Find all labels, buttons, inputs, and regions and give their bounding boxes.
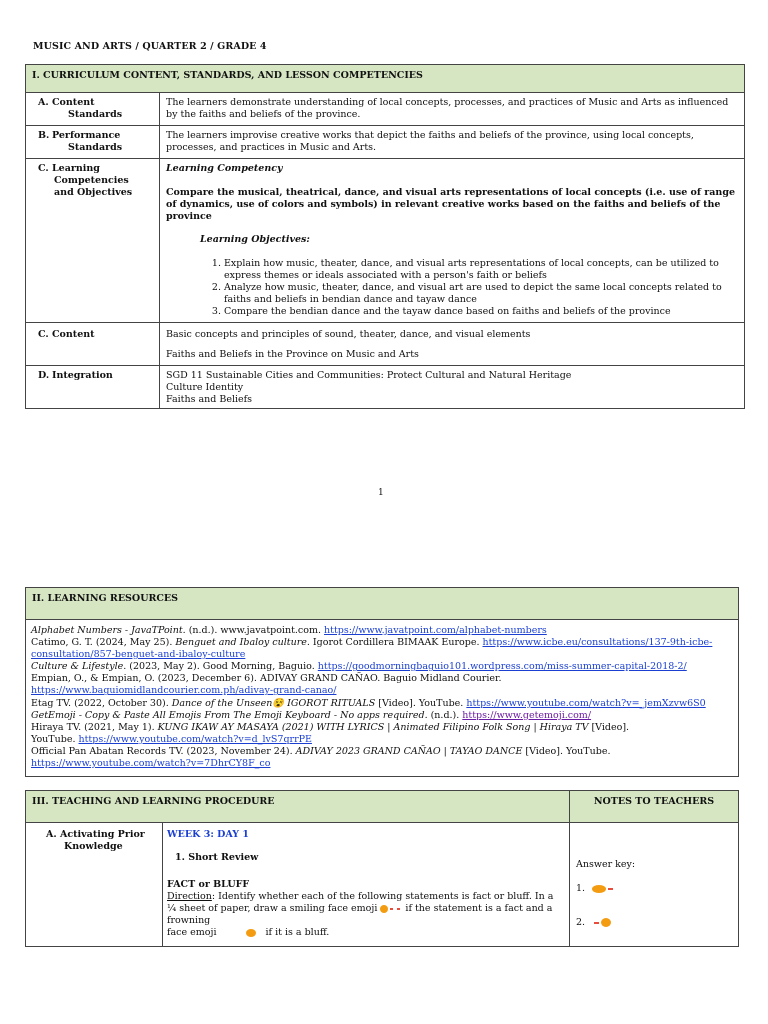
resource-entry: Official Pan Abatan Records TV. (2023, November 24). ADIVAY 2023 GRAND CAÑAO | TAYAO DANCE [Video]. YouTube. https://www.youtube.com/watch?v=7DhrCY8F_co	[31, 745, 611, 770]
procedure-table	[25, 790, 739, 947]
smiling-face-emoji-icon	[588, 883, 615, 894]
answer-item: 1.	[576, 883, 732, 895]
integration-text	[160, 366, 745, 409]
resource-entry: Hiraya TV. (2021, May 1). KUNG IKAW AY MASAYA (2021) WITH LYRICS | Animated Filipino Folk Song | Hiraya TV [Video]. YouTube. https://www.youtube.com/watch?v=d_lvS7qrrPE	[31, 721, 630, 745]
integration-line: Faiths and Beliefs	[166, 394, 253, 405]
performance-standards-text: The learners improvise creative works that depict the faiths and beliefs of the province, using local concepts, processes, and practices in Music and Arts.	[160, 126, 745, 159]
objective-item: 2. Analyze how music, theater, dance, and visual art are used to depict the same local concepts related to faiths and beliefs in bendian dance and tayaw dance	[224, 282, 738, 306]
resource-entry: Etag TV. (2022, October 30). Dance of the Unseen😵 IGOROT RITUALS [Video]. YouTube. https://www.youtube.com/watch?v=_jemXzvw6S0	[31, 697, 706, 709]
page-number: 1	[378, 488, 384, 498]
short-review-step: 1. Short Review	[175, 852, 259, 863]
resource-entry: Culture & Lifestyle. (2023, May 2). Good Morning, Baguio. https://goodmorningbaguio101.wordpress.com/miss-summer-capital-2018-2/	[31, 661, 687, 673]
integration-label: D. Integration	[26, 366, 160, 409]
content-text	[160, 323, 745, 366]
resource-entry: Catimo, G. T. (2024, May 25). Benguet and Ibaloy culture. Igorot Cordillera BIMAAK Europe. https://www.icbe.eu/consultations/137-9th-icbe-consultation/857-benguet-and-ibaloy-culture	[31, 637, 713, 661]
resource-link[interactable]: https://www.youtube.com/watch?v=7DhrCY8F_co	[31, 758, 271, 770]
procedure-header: III. TEACHING AND LEARNING PROCEDURE	[26, 791, 570, 823]
resources-header: II. LEARNING RESOURCES	[26, 588, 739, 620]
answer-item: 2.	[576, 917, 732, 929]
resource-link[interactable]: https://www.baguiomidlandcourier.com.ph/adivay-grand-canao/	[31, 685, 337, 697]
answer-key-label: Answer key:	[576, 859, 636, 870]
curriculum-header: I. CURRICULUM CONTENT, STANDARDS, AND LESSON COMPETENCIES	[26, 65, 745, 93]
frowning-face-emoji-icon	[588, 917, 611, 928]
objective-item: 3. Compare the bendian dance and the tayaw dance based on faiths and beliefs of the province	[224, 306, 738, 318]
competencies-text	[160, 159, 745, 323]
activating-prior-knowledge-label: A. Activating Prior Knowledge	[26, 823, 163, 947]
integration-line: Culture Identity	[166, 382, 244, 393]
objectives-heading: Learning Objectives:	[200, 234, 310, 245]
curriculum-table	[25, 64, 745, 409]
resource-link[interactable]: https://www.icbe.eu/consultations/137-9th-icbe-consultation/857-benguet-and-ibaloy-culture	[31, 637, 713, 661]
content-label: C. Content	[26, 323, 160, 366]
resource-link[interactable]: https://www.youtube.com/watch?v=d_lvS7qrrPE	[78, 733, 312, 745]
resource-link[interactable]: https://www.youtube.com/watch?v=_jemXzvw6S0	[466, 697, 706, 709]
resources-list	[26, 620, 739, 777]
frowning-face-emoji-icon	[246, 927, 256, 939]
content-line: Faiths and Beliefs in the Province on Music and Arts	[166, 349, 419, 360]
resource-entry: Alphabet Numbers - JavaTPoint. (n.d.). www.javatpoint.com. https://www.javatpoint.com/alphabet-numbers	[31, 625, 547, 636]
objective-item: 1. Explain how music, theater, dance, and visual arts representations of local concepts, can be utilized to express themes or ideals associated with a person's faith or beliefs	[224, 258, 738, 282]
resources-table	[25, 587, 739, 777]
integration-line: SGD 11 Sustainable Cities and Communities: Protect Cultural and Natural Heritage	[166, 370, 572, 381]
direction-text: Direction: Identify whether each of the following statements is fact or bluff. In a ¼ sheet of paper, draw a smiling face emoji if the statement is a fact and a frowning face emoji if it is a bluff.	[167, 891, 554, 938]
performance-standards-row	[26, 126, 745, 159]
resource-link[interactable]: https://www.javatpoint.com/alphabet-numbers	[324, 625, 547, 636]
performance-standards-label: B. Performance Standards	[26, 126, 160, 159]
competency-statement: Compare the musical, theatrical, dance, and visual arts representations of local concepts (i.e. use of range of dynamics, use of colors and symbols) in relevant creative works based on the faiths and beliefs of the province	[166, 187, 736, 222]
integration-row	[26, 366, 745, 409]
competencies-row	[26, 159, 745, 323]
resource-link[interactable]: https://goodmorningbaguio101.wordpress.com/miss-summer-capital-2018-2/	[317, 661, 687, 673]
content-line: Basic concepts and principles of sound, theater, dance, and visual elements	[166, 329, 531, 340]
resource-entry: GetEmoji - Copy & Paste All Emojis From The Emoji Keyboard - No apps required. (n.d.). https://www.getemoji.com/	[31, 709, 592, 721]
notes-to-teachers	[570, 823, 739, 947]
notes-header: NOTES TO TEACHERS	[570, 791, 739, 823]
content-standards-row	[26, 93, 745, 126]
week-label: WEEK 3: DAY 1	[167, 829, 249, 840]
content-row	[26, 323, 745, 366]
competencies-label: C. Learning Competencies and Objectives	[26, 159, 160, 323]
smiling-face-emoji-icon	[380, 903, 402, 914]
resource-link[interactable]: https://www.getemoji.com/	[462, 709, 592, 721]
content-standards-text: The learners demonstrate understanding of local concepts, processes, and practices of Music and Arts as influenced by the faiths and beliefs of the province.	[160, 93, 745, 126]
activity-content	[163, 823, 570, 947]
activity-title: FACT or BLUFF	[167, 879, 250, 890]
objectives-list	[166, 258, 738, 318]
content-standards-label: A. Content Standards	[26, 93, 160, 126]
document-title: MUSIC AND ARTS / QUARTER 2 / GRADE 4	[33, 41, 267, 52]
resource-entry: Empian, O., & Empian, O. (2023, December 6). ADIVAY GRAND CAÑAO. Baguio Midland Courier. https://www.baguiomidlandcourier.com.ph/adivay-grand-canao/	[31, 673, 502, 697]
learning-competency-heading: Learning Competency	[166, 163, 283, 174]
